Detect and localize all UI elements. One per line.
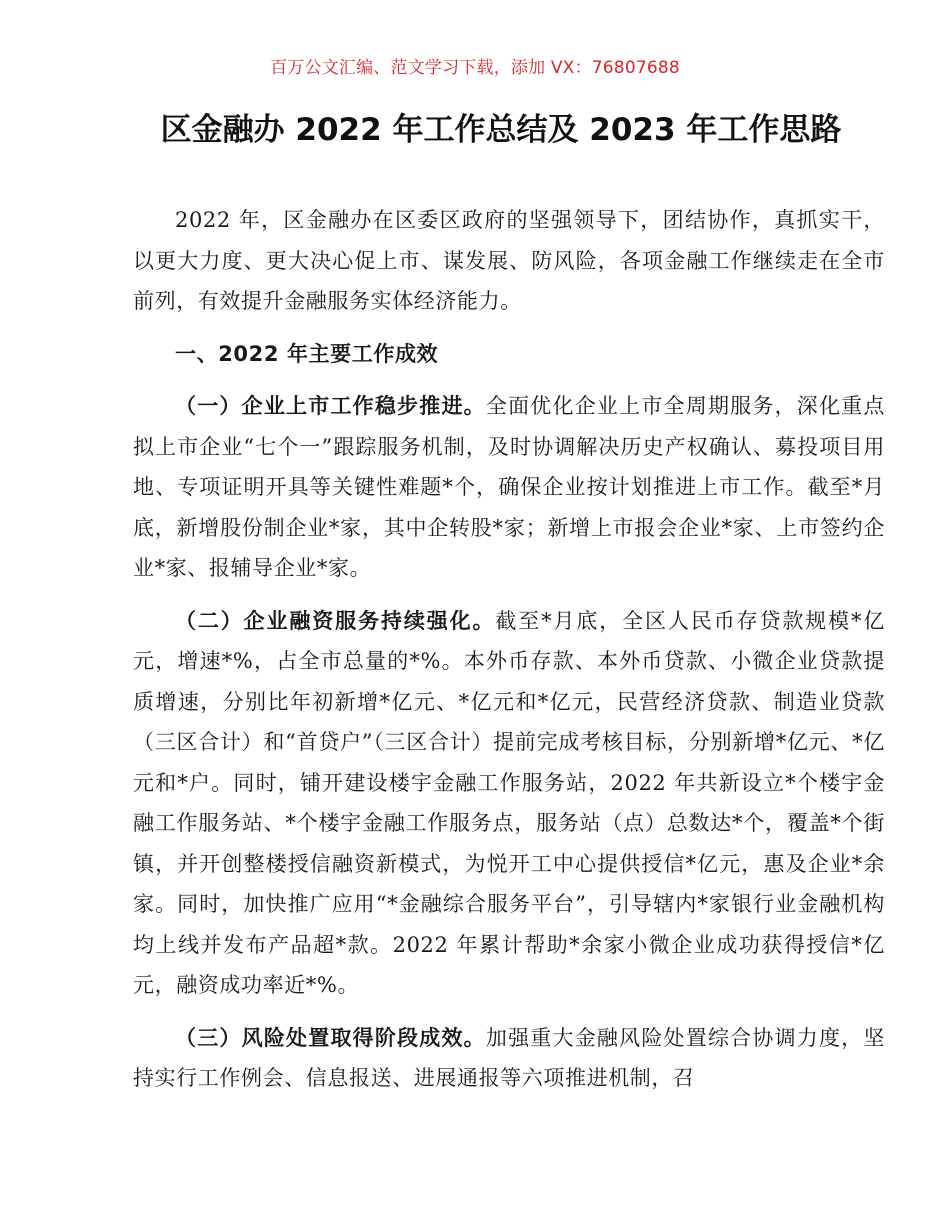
item-lead-1: （一）企业上市工作稳步推进。 bbox=[175, 394, 486, 418]
section-heading: 一、2022 年主要工作成效 bbox=[175, 341, 439, 366]
item-body-1: 全面优化企业上市全周期服务，深化重点拟上市企业“七个一”跟踪服务机制，及时协调解决历史产权确认、募投项目用地、专项证明开具等关键性难题*个，确保企业按计划推进上市工作。截至*月底，新增股份制企业*家，其中企转股*家；新增上市报会企业*家、上市签约企业*家、报辅导企业*家。 bbox=[133, 394, 885, 580]
item-lead-3: （三）风险处置取得阶段成效。 bbox=[175, 1025, 486, 1050]
item-body-2: 截至*月底，全区人民币存贷款规模*亿元，增速*%，占全市总量的*%。本外币存款、本外币贷款、小微企业贷款提质增速，分别比年初新增*亿元、*亿元和*亿元，民营经济贷款、制造业贷款（三区合计）和“首贷户”（三区合计）提前完成考核目标，分别新增*亿元、*亿元和*户。同时，铺开建设楼宇金融工作服务站，2022 年共新设立*个楼宇金融工作服务站、*个楼宇金融工作服务点，服务站（点）总数达*个，覆盖*个街镇，并开创整楼授信融资新模式，为悦开工中心提供授信*亿元，惠及企业*余家。同时，加快推广应用“*金融综合服务平台”，引导辖内*家银行业金融机构均上线并发布产品超*款。2022 年累计帮助*余家小微企业成功获得授信*亿元，融资成功率近*%。 bbox=[133, 608, 885, 997]
item-paragraph-3 bbox=[133, 1018, 885, 1099]
item-paragraph-1 bbox=[133, 386, 885, 589]
intro-paragraph: 2022 年，区金融办在区委区政府的坚强领导下，团结协作，真抓实干，以更大力度、更大决心促上市、谋发展、防风险，各项金融工作继续走在全市前列，有效提升金融服务实体经济能力。 bbox=[133, 208, 885, 313]
item-body-3: 加强重大金融风险处置综合协调力度，坚持实行工作例会、信息报送、进展通报等六项推进机制，召 bbox=[133, 1025, 885, 1090]
watermark-banner: 百万公文汇编、范文学习下载，添加 VX：76807688 bbox=[270, 58, 680, 78]
item-lead-2: （二）企业融资服务持续强化。 bbox=[175, 608, 496, 633]
document-body bbox=[133, 200, 885, 1099]
document-title: 区金融办 2022 年工作总结及 2023 年工作思路 bbox=[160, 111, 842, 148]
item-paragraph-2 bbox=[133, 601, 885, 1006]
